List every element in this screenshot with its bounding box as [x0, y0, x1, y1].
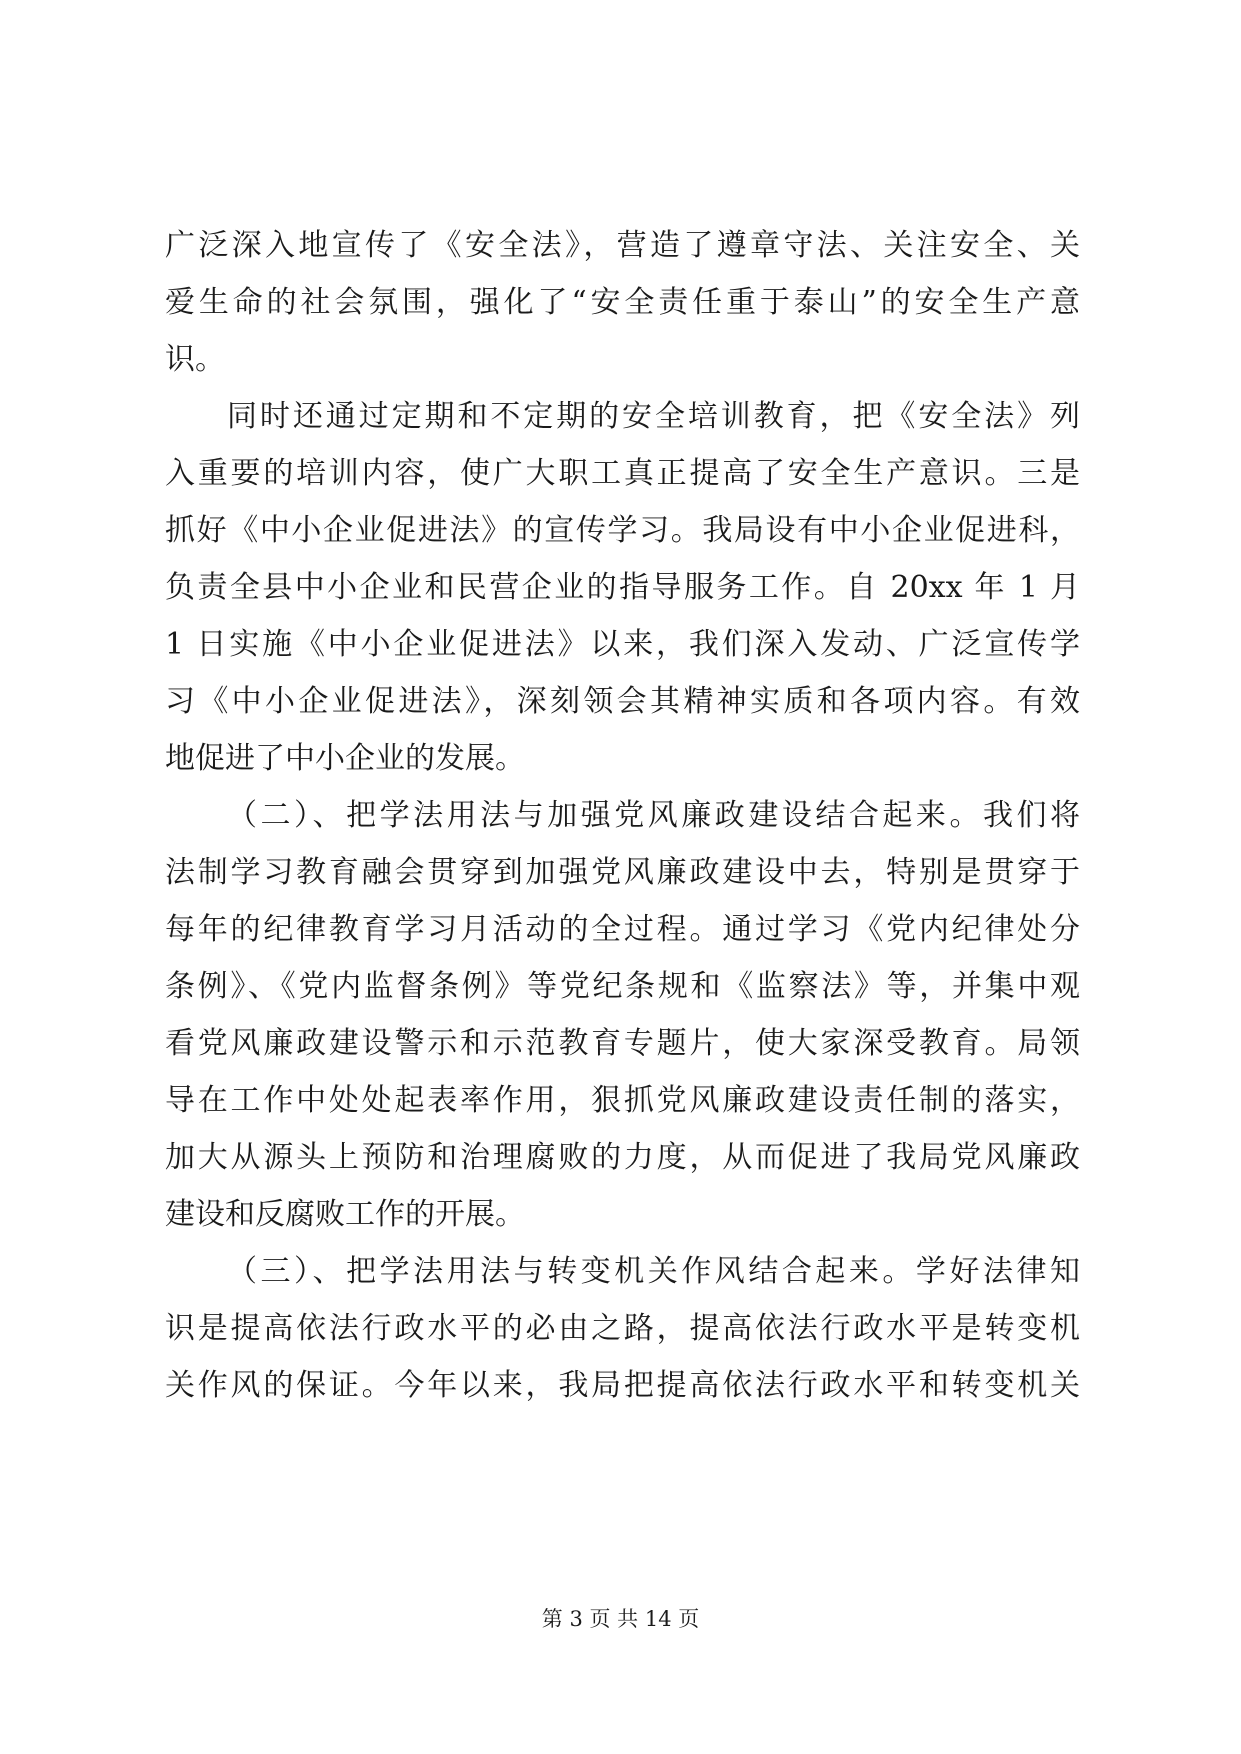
text-line: （三）、把学法用法与转变机关作风结合起来。学好法律知 — [227, 1254, 1080, 1289]
text-line: 加大从源头上预防和治理腐败的力度，从而促进了我局党风廉政 — [165, 1140, 1080, 1175]
text-line: 每年的纪律教育学习月活动的全过程。通过学习《党内纪律处分 — [165, 912, 1080, 947]
text-line: 爱生命的社会氛围，强化了“安全责任重于泰山”的安全生产意 — [165, 285, 1080, 320]
text-line: 导在工作中处处起表率作用，狠抓党风廉政建设责任制的落实， — [165, 1083, 1080, 1118]
text-line: 识是提高依法行政水平的必由之路，提高依法行政水平是转变机 — [165, 1311, 1080, 1346]
text-line: 建设和反腐败工作的开展。 — [165, 1197, 525, 1232]
page-number-footer: 第 3 页 共 14 页 — [541, 1607, 700, 1631]
text-line: 条例》、《党内监督条例》等党纪条规和《监察法》等，并集中观 — [165, 969, 1080, 1004]
text-line: 识。 — [165, 342, 225, 377]
text-line: 关作风的保证。今年以来，我局把提高依法行政水平和转变机关 — [165, 1368, 1080, 1403]
text-line: 看党风廉政建设警示和示范教育专题片，使大家深受教育。局领 — [165, 1026, 1080, 1061]
text-line: 法制学习教育融会贯穿到加强党风廉政建设中去，特别是贯穿于 — [165, 855, 1080, 890]
text-line: 地促进了中小企业的发展。 — [165, 741, 525, 776]
text-line: 负责全县中小企业和民营企业的指导服务工作。自 20xx 年 1 月 — [165, 570, 1080, 605]
text-line: （二）、把学法用法与加强党风廉政建设结合起来。我们将 — [227, 798, 1080, 833]
text-line: 1 日实施《中小企业促进法》以来，我们深入发动、广泛宣传学 — [165, 627, 1080, 662]
text-line: 广泛深入地宣传了《安全法》，营造了遵章守法、关注安全、关 — [165, 228, 1080, 263]
text-line: 同时还通过定期和不定期的安全培训教育，把《安全法》列 — [227, 399, 1080, 434]
text-line: 抓好《中小企业促进法》的宣传学习。我局设有中小企业促进科， — [165, 513, 1080, 548]
text-line: 入重要的培训内容，使广大职工真正提高了安全生产意识。三是 — [165, 456, 1080, 491]
text-line: 习《中小企业促进法》，深刻领会其精神实质和各项内容。有效 — [165, 684, 1080, 719]
